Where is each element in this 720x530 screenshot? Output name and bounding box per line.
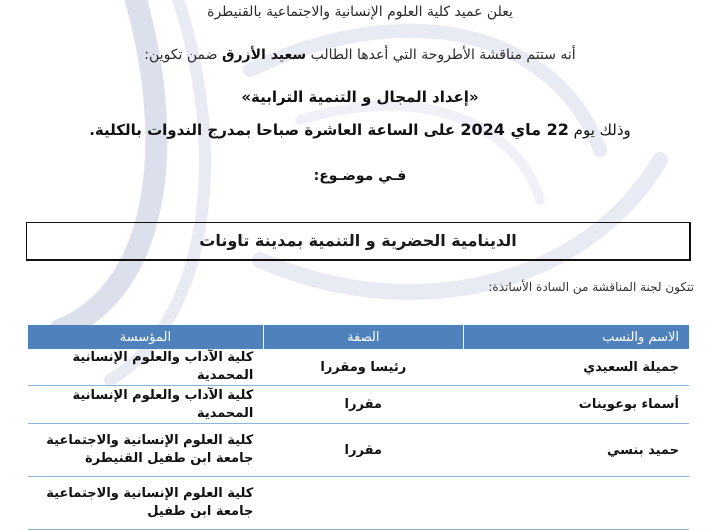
table-header-row: [28, 325, 690, 349]
defense-date-line: [0, 120, 720, 139]
institution-text: كلية العلوم الإنسانية والاجتماعية جامعة ابن طفيل: [46, 486, 254, 519]
institution-text: كلية العلوم الإنسانية والاجتماعية جامعة ابن طفيل القنيطرة: [46, 433, 254, 466]
date-prefix: وذلك يوم: [568, 121, 631, 139]
thesis-topic-box: الدينامية الحضرية و التنمية بمدينة تاونات: [26, 222, 691, 261]
table-row: [28, 424, 690, 477]
institution-text: كلية الآداب والعلوم الإنسانية المحمدية: [72, 387, 254, 421]
dean-announcement-line: يعلن عميد كلية العلوم الإنسانية والاجتماعية بالقنيطرة: [207, 4, 513, 20]
member-role: مقررا: [263, 386, 463, 424]
header-institution: المؤسسة: [28, 325, 264, 349]
member-institution: [28, 424, 264, 477]
table-row: [28, 477, 690, 530]
table-row: [28, 349, 690, 386]
committee-intro: تتكون لجنة المناقشة من السادة الأساتذة:: [488, 280, 694, 294]
committee-table: [27, 325, 689, 530]
member-role: [263, 477, 463, 530]
member-institution: [28, 349, 264, 386]
member-name: حميد بنسي: [463, 424, 689, 477]
subject-intro: فـي موضـوع:: [313, 168, 407, 184]
member-name: [463, 477, 689, 530]
member-role: مقررا: [263, 424, 463, 477]
header-name: الاسم والنسب: [463, 325, 689, 349]
member-name: جميلة السعيدي: [463, 349, 689, 386]
member-institution: [28, 477, 264, 530]
table-row: [28, 386, 690, 424]
program-name: «إعداد المجال و التنمية الترابية»: [241, 88, 479, 106]
student-name: سعيد الأزرق: [221, 47, 307, 63]
student-line-prefix: أنه ستتم مناقشة الأطروحة التي أعدها الطالب: [306, 47, 576, 63]
institution-text: كلية الآداب والعلوم الإنسانية المحمدية: [72, 350, 254, 383]
header-role: الصفة: [263, 325, 463, 349]
defense-date: 22 ماي 2024: [460, 120, 569, 139]
member-name: أسماء بوعوينات: [463, 386, 689, 424]
member-role: رئيسا ومقررا: [263, 349, 463, 386]
thesis-student-line: [0, 47, 720, 63]
student-line-suffix: ضمن تكوين:: [144, 47, 222, 63]
member-institution: [28, 386, 264, 424]
defense-location: بمدرج الندوات بالكلية.: [89, 121, 252, 139]
defense-time: على الساعة العاشرة صباحا: [251, 121, 461, 139]
